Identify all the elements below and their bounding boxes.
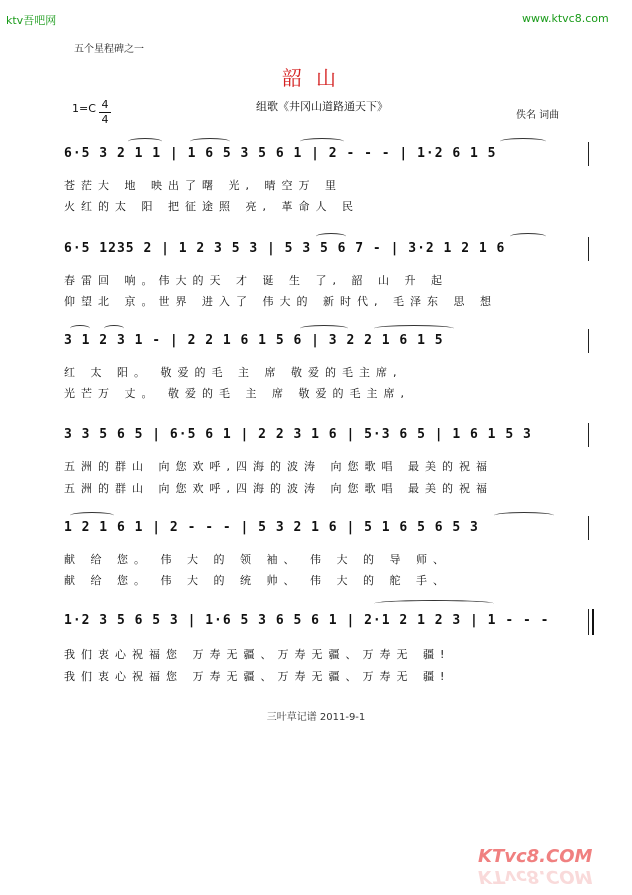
slur-mark (104, 325, 124, 332)
meter-bottom: 4 (101, 113, 109, 126)
meter-top: 4 (101, 98, 109, 111)
lyrics-row-6-verse-2: 我们衷心祝福您 万寿无疆、万寿无疆、万寿无 疆! (64, 670, 451, 683)
lyrics-row-1-verse-2: 火红的太 阳 把征途照 亮, 革命人 民 (64, 200, 359, 213)
slur-mark (70, 325, 90, 332)
notation-row-6: 1·2 3 5 6 5 3 | 1·6 5 3 6 5 6 1 | 2·1 2 1 2 3 | 1 - - - (64, 613, 550, 628)
slur-mark (316, 233, 346, 240)
watermark-logo: KTvc8.COM (478, 846, 593, 867)
lyrics-row-5-verse-1: 献 给 您。 伟 大 的 领 袖、 伟 大 的 导 师、 (64, 553, 450, 566)
slur-mark (190, 138, 230, 145)
notation-row-5: 1 2 1 6 1 | 2 - - - | 5 3 2 1 6 | 5 1 6 5 6 5 3 (64, 520, 479, 535)
notation-row-4: 3 3 5 6 5 | 6·5 6 1 | 2 2 3 1 6 | 5·3 6 5 | 1 6 1 5 3 (64, 427, 532, 442)
lyrics-row-3-verse-2: 光芒万 丈。 敬爱的毛 主 席 敬爱的毛主席, (64, 387, 410, 400)
lyrics-row-4-verse-1: 五洲的群山 向您欢呼,四海的波涛 向您歌唱 最美的祝福 (64, 460, 493, 473)
slur-mark (510, 233, 546, 240)
lyrics-row-3-verse-1: 红 太 阳。 敬爱的毛 主 席 敬爱的毛主席, (64, 366, 403, 379)
notation-row-2: 6·5 1235 2 | 1 2 3 5 3 | 5 3 5 6 7 - | 3·2 1 2 1 6 (64, 241, 506, 256)
bar-line (588, 329, 589, 353)
song-title: 韶山 (282, 66, 350, 90)
lyrics-row-4-verse-2: 五洲的群山 向您欢呼,四海的波涛 向您歌唱 最美的祝福 (64, 482, 493, 495)
notation-row-1: 6·5 3 2 1 1 | 1 6 5 3 5 6 1 | 2 - - - | 1·2 6 1 5 (64, 146, 497, 161)
lyrics-row-6-verse-1: 我们衷心祝福您 万寿无疆、万寿无疆、万寿无 疆! (64, 648, 451, 661)
bar-line (588, 423, 589, 447)
bar-line (588, 142, 589, 166)
slur-mark (374, 600, 494, 607)
lyrics-row-5-verse-2: 献 给 您。 伟 大 的 统 帅、 伟 大 的 舵 手、 (64, 574, 450, 587)
time-signature (99, 99, 111, 126)
slur-mark (70, 512, 114, 519)
site-url-right[interactable]: www.ktvc8.com (522, 12, 609, 25)
bar-line (588, 609, 589, 635)
slur-mark (300, 325, 348, 332)
watermark-reflection: KTvc8.COM (478, 866, 593, 887)
key-signature: 1=C (72, 102, 96, 115)
credit-line: 佚名 词曲 (516, 110, 560, 121)
notation-row-3: 3 1 2 3 1 - | 2 2 1 6 1 5 6 | 3 2 2 1 6 1 5 (64, 333, 444, 348)
lyrics-row-1-verse-1: 苍茫大 地 映出了曙 光, 晴空万 里 (64, 179, 342, 192)
bar-line (588, 516, 589, 540)
series-label: 五个星程碑之一 (74, 44, 144, 55)
slur-mark (500, 138, 546, 145)
slur-mark (300, 138, 344, 145)
transcriber-credit: 三叶草记谱 2011-9-1 (266, 712, 366, 723)
slur-mark (128, 138, 162, 145)
slur-mark (374, 325, 454, 332)
bar-line (588, 237, 589, 261)
lyrics-row-2-verse-1: 春雷回 响。伟大的天 才 诞 生 了, 韶 山 升 起 (64, 274, 448, 287)
site-name-left[interactable]: ktv吾吧网 (6, 14, 57, 27)
slur-mark (494, 512, 554, 519)
suite-subtitle: 组歌《井冈山道路通天下》 (256, 100, 388, 113)
final-bar-line (592, 609, 594, 635)
lyrics-row-2-verse-2: 仰望北 京。世界 进入了 伟大的 新时代, 毛泽东 思 想 (64, 295, 497, 308)
